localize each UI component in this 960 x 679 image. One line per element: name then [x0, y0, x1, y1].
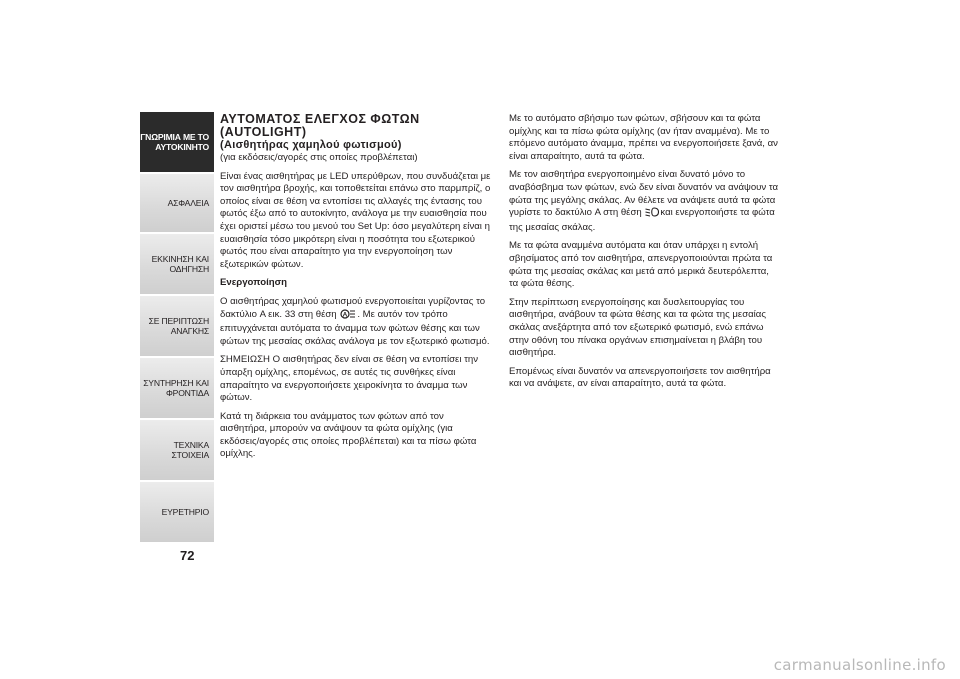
tab-getting-to-know[interactable]: ΓΝΩΡΙΜΙΑ ΜΕ ΤΟ ΑΥΤΟΚΙΝΗΤΟ: [140, 112, 214, 172]
availability-note: (για εκδόσεις/αγορές στις οποίες προβλέπεται): [220, 152, 418, 163]
paragraph-high-beam: Με τον αισθητήρα ενεργοποιημένο είναι δυνατό μόνο το αναβόσβημα των φώτων, ενώ δεν είναι δυνατόν να ανάψουν τα φώτα της μεγάλης σκάλας. Αν θέλετε να ανάψετε αυτά τα φώτα γυρίστε το δακτύλιο A στη θέση και ενεργοποιήστε τα φώτα της μεσαίας σκάλας.: [509, 169, 779, 233]
section-title: ΑΥΤΟΜΑΤΟΣ ΕΛΕΓΧΟΣ ΦΩΤΩΝ: [220, 112, 420, 126]
paragraph-switch-off-order: Με τα φώτα αναμμένα αυτόματα και όταν υπάρχει η εντολή σβησίματος από τον αισθητήρα, απενεργοποιούνται πρώτα τα φώτα της μεσαίας σκάλας και μετά από μερικά δευτερόλεπτα, τα φώτα θέσης.: [509, 240, 773, 290]
dipped-beam-icon: [645, 207, 659, 222]
tab-starting-driving[interactable]: ΕΚΚΙΝΗΣΗ ΚΑΙ ΟΔΗΓΗΣΗ: [140, 234, 214, 294]
tab-safety[interactable]: ΑΣΦΑΛΕΙΑ: [140, 174, 214, 232]
paragraph-auto-off: Με το αυτόματο σβήσιμο των φώτων, σβήσουν και τα φώτα ομίχλης και τα πίσω φώτα ομίχλης (αν ήταν αναμμένα). Με το επόμενο αυτόματο άναμμα, πρέπει να ενεργοποιήσετε ξανά, αν είναι απαραίτητο, αυτά τα φώτα.: [509, 113, 778, 162]
tab-maintenance[interactable]: ΣΥΝΤΗΡΗΣΗ ΚΑΙ ΦΡΟΝΤΙΔΑ: [140, 358, 214, 418]
section-title-subtitle: (Αισθητήρας χαμηλού φωτισμού): [220, 139, 402, 151]
right-column: [509, 113, 779, 397]
tab-emergency[interactable]: ΣΕ ΠΕΡΙΠΤΩΣΗ ΑΝΑΓΚΗΣ: [140, 296, 214, 356]
svg-text:A: A: [342, 311, 348, 319]
page-number: 72: [180, 548, 195, 563]
paragraph-description: Είναι ένας αισθητήρας με LED υπερύθρων, που συνδυάζεται με τον αισθητήρα βροχής, και τοποθετείται επάνω στο παρμπρίζ, ο οποίος είναι σε θέση να εντοπίσει τις αλλαγές της έντασης του φωτός έξω από το αυτοκίνητο, ανάλογα με την ευαισθησία που έχει οριστεί μέσω του μενού του Set Up: όσο μεγαλύτερη είναι η ευαισθησία τόσο μικρότερη είναι η ποσότητα του εξωτερικού φωτός που είναι απαραίτητο για την ενεργοποίηση των εξωτερικών φώτων.: [220, 170, 491, 270]
paragraph-malfunction: Στην περίπτωση ενεργοποίησης και δυσλειτουργίας του αισθητήρα, ανάβουν τα φώτα θέσης και τα φώτα της μεσαίας σκάλας ανεξάρτητα από τον εξωτερικό φωτισμό, ενώ επάνω στην οθόνη του πίνακα οργάνων επισημαίνεται η βλάβη του αισθητήρα.: [509, 296, 766, 359]
paragraph-deactivate: Επομένως είναι δυνατόν να απενεργοποιήσετε τον αισθητήρα και να ανάψετε, αν είναι απαραίτητο, αυτά τα φώτα.: [509, 365, 771, 390]
tab-index[interactable]: ΕΥΡΕΤΗΡΙΟ: [140, 482, 214, 542]
tab-technical-data[interactable]: ΤΕΧΝΙΚΑ ΣΤΟΙΧΕΙΑ: [140, 420, 214, 480]
paragraph-activation: Ο αισθητήρας χαμηλού φωτισμού ενεργοποιείται γυρίζοντας το δακτύλιο A εικ. 33 στη θέση A . Με αυτόν τον τρόπο επιτυγχάνεται αυτόματα το άναμμα των φώτων θέσης και των φώτων της μεσαίας σκάλας ανάλογα με τον εξωτερικό φωτισμό.: [220, 295, 490, 347]
paragraph-fog-lights: Κατά τη διάρκεια του ανάμματος των φώτων από τον αισθητήρα, μπορούν να ανάψουν τα φώτα ομίχλης (για εκδόσεις/αγορές στις οποίες προβλέπεται) και τα πίσω φώτα ομίχλης.: [220, 410, 477, 460]
auto-light-icon: [340, 309, 356, 324]
paragraph-note: ΣΗΜΕΙΩΣΗ Ο αισθητήρας δεν είναι σε θέση να εντοπίσει την ύπαρξη ομίχλης, επομένως, σε αυτές τις συνθήκες είναι απαραίτητο να ενεργοποιήσετε χειροκίνητα το άναμμα των φώτων.: [220, 354, 479, 404]
section-title-english: (AUTOLIGHT): [220, 125, 307, 139]
left-column: [220, 113, 492, 467]
heading-activation: Ενεργοποίηση: [220, 277, 288, 289]
chapter-tabs: [140, 112, 214, 542]
watermark: carmanualsonline.info: [773, 656, 946, 674]
